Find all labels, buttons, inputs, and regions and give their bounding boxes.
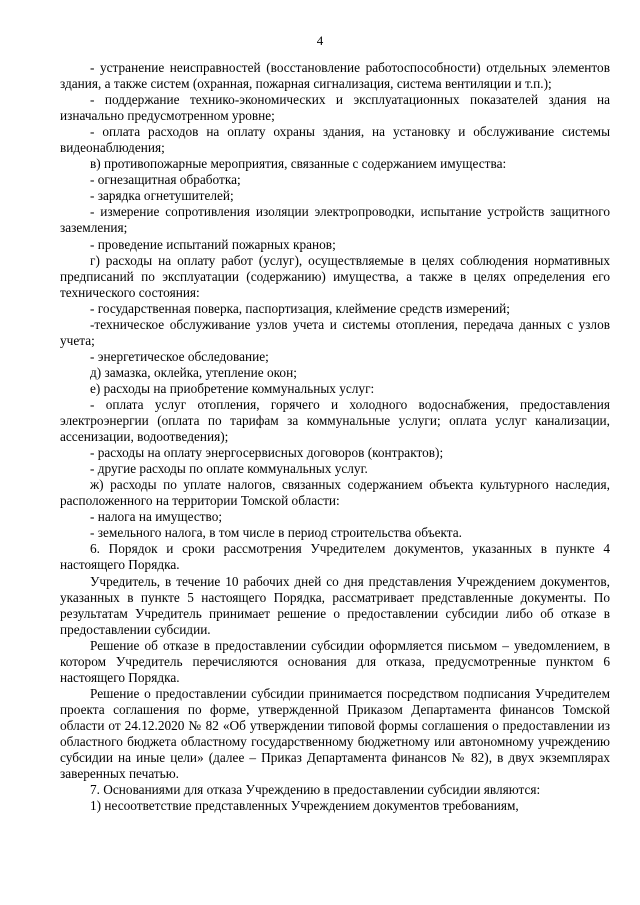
paragraph: - другие расходы по оплате коммунальных услуг. [90,461,368,477]
paragraph: - налога на имущество; [90,509,223,525]
paragraph: ж) расходы по уплате налогов, связанных содержанием объекта культурного наследия, расположенного на территории Томской области: [60,477,610,509]
paragraph: 7. Основаниями для отказа Учреждению в предоставлении субсидии являются: [90,782,541,798]
paragraph: - зарядка огнетушителей; [90,188,234,204]
paragraph: Учредитель, в течение 10 рабочих дней со дня представления Учреждением документов, указанных в пункте 5 настоящего Порядка, рассматривает представленные документы. По результатам Учредитель принимает решение о предоставлении субсидии либо об отказе в предоставлении субсидии. [60,573,610,637]
paragraph: д) замазка, оклейка, утепление окон; [90,364,297,380]
paragraph: - оплата услуг отопления, горячего и холодного водоснабжения, предоставления электроэнергии (оплата по тарифам за коммунальные услуги; оплата услуг канализации, ассенизации, водоотведения); [60,396,610,445]
paragraph: - поддержание технико-экономических и эксплуатационных показателей здания на изначально предусмотренном уровне; [60,92,610,124]
paragraph: 1) несоответствие представленных Учреждением документов требованиям, [90,798,519,814]
paragraph: Решение о предоставлении субсидии принимается посредством подписания Учредителем проекта соглашения по форме, утвержденной Приказом Департамента финансов Томской области от 24.12.2020 № 82 «Об утверждении типовой формы соглашения о предоставлении из областного бюджета областному государственному бюджетному или автономному учреждению субсидии на иные цели» (далее – Приказ Департамента финансов № 82), в двух экземплярах заверенных печатью. [60,685,610,782]
paragraph: - измерение сопротивления изоляции электропроводки, испытание устройств защитного заземления; [60,204,610,236]
paragraph: - проведение испытаний пожарных кранов; [90,236,336,252]
paragraph: - огнезащитная обработка; [90,172,241,188]
paragraph: - оплата расходов на оплату охраны здания, на установку и обслуживание системы видеонаблюдения; [60,124,610,156]
paragraph: - государственная поверка, паспортизация, клеймение средств измерений; [90,300,510,316]
paragraph: -техническое обслуживание узлов учета и системы отопления, передача данных с узлов учета; [60,316,610,348]
paragraph: - энергетическое обследование; [90,348,269,364]
page-number: 4 [316,33,324,48]
paragraph: - земельного налога, в том числе в период строительства объекта. [90,525,462,541]
paragraph: Решение об отказе в предоставлении субсидии оформляется письмом – уведомлением, в котором Учредитель перечисляются основания для отказа, предусмотренные пунктом 6 настоящего Порядка. [60,637,610,685]
paragraph: 6. Порядок и сроки рассмотрения Учредителем документов, указанных в пункте 4 настоящего Порядка. [60,541,610,573]
paragraph: г) расходы на оплату работ (услуг), осуществляемые в целях соблюдения нормативных предписаний по эксплуатации (содержанию) имущества, а также в целях определения его технического состояния: [60,252,610,300]
paragraph: в) противопожарные мероприятия, связанные с содержанием имущества: [90,156,507,172]
paragraph: - устранение неисправностей (восстановление работоспособности) отдельных элементов здания, а также систем (охранная, пожарная сигнализация, система вентиляции и т.п.); [60,60,610,92]
paragraph: е) расходы на приобретение коммунальных услуг: [90,380,375,396]
paragraph: - расходы на оплату энергосервисных договоров (контрактов); [90,445,444,461]
document-body [60,60,610,814]
